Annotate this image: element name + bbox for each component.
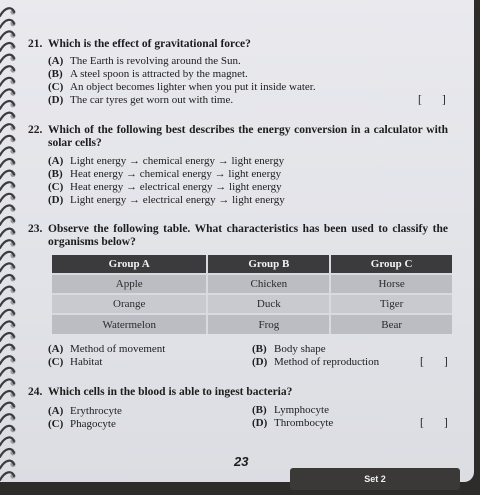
option-letter: (B) (48, 168, 63, 180)
question-number: 22. (28, 124, 43, 136)
option-letter: (C) (48, 181, 64, 193)
option-text: Erythrocyte (70, 405, 122, 417)
page-content (28, 0, 452, 482)
option-text: Method of reproduction (274, 356, 380, 368)
option-text: Light energy → chemical energy → light energy (70, 155, 285, 167)
option-23a[interactable] (48, 343, 165, 356)
option-letter: (A) (48, 55, 64, 67)
option-22c[interactable] (48, 181, 282, 194)
set-tab: Set 2 (290, 468, 460, 490)
option-21d[interactable] (48, 94, 233, 107)
table-cell: Bear (330, 314, 452, 334)
option-letter: (A) (48, 343, 64, 355)
question-text (28, 386, 448, 399)
question-text (28, 124, 448, 150)
option-letter: (D) (48, 194, 64, 206)
option-text: Phagocyte (70, 418, 116, 430)
option-text: The car tyres get worn out with time. (70, 94, 234, 106)
table-cell: Watermelon (52, 314, 207, 334)
option-23b[interactable] (252, 343, 326, 356)
question-number: 21. (28, 38, 43, 50)
answer-bracket-24[interactable]: [ ] (420, 417, 448, 429)
table-row (52, 294, 452, 314)
option-text: Method of movement (70, 343, 166, 355)
option-letter: (D) (252, 356, 268, 368)
table-header-row (52, 255, 452, 274)
option-text: Light energy → electrical energy → light energy (70, 194, 285, 206)
spiral-binding (0, 0, 24, 482)
table-header-cell: Group C (330, 255, 452, 274)
table-row (52, 274, 452, 294)
option-letter: (A) (48, 155, 64, 167)
table-header-cell: Group A (52, 255, 207, 274)
option-text: Body shape (274, 343, 326, 355)
option-text: Thrombocyte (274, 417, 334, 429)
option-text: Heat energy → chemical energy → light energy (70, 168, 282, 180)
option-23d[interactable] (252, 356, 379, 369)
option-letter: (B) (48, 68, 63, 80)
option-letter: (C) (48, 81, 64, 93)
option-text: Heat energy → electrical energy → light energy (70, 181, 282, 193)
option-22b[interactable] (48, 168, 281, 181)
option-22d[interactable] (48, 194, 285, 207)
question-body: Which is the effect of gravitational force? (48, 38, 251, 50)
option-text: The Earth is revolving around the Sun. (70, 55, 241, 67)
option-letter: (C) (48, 356, 64, 368)
table-cell: Chicken (207, 274, 330, 294)
question-21 (28, 38, 448, 51)
option-text: An object becomes lighter when you put it inside water. (70, 81, 316, 93)
option-21c[interactable] (48, 81, 316, 94)
question-22 (28, 124, 448, 150)
answer-bracket-23[interactable]: [ ] (420, 356, 448, 368)
option-letter: (A) (48, 405, 64, 417)
table-cell: Tiger (330, 294, 452, 314)
question-24 (28, 386, 448, 399)
option-text: Lymphocyte (274, 404, 329, 416)
option-text: Habitat (70, 356, 103, 368)
question-number: 24. (28, 386, 43, 398)
question-23 (28, 223, 448, 249)
table-cell: Horse (330, 274, 452, 294)
question-body: Which cells in the blood is able to ingest bacteria? (48, 386, 293, 398)
table-cell: Duck (207, 294, 330, 314)
table-cell: Orange (52, 294, 207, 314)
option-text: A steel spoon is attracted by the magnet. (70, 68, 248, 80)
option-23c[interactable] (48, 356, 102, 369)
question-text (28, 223, 448, 249)
option-24a[interactable] (48, 405, 122, 418)
table-row (52, 314, 452, 334)
option-24c[interactable] (48, 418, 116, 431)
classification-table (52, 255, 452, 334)
question-body: Observe the following table. What characteristics has been used to classify the organisms below? (48, 223, 448, 248)
table-header-cell: Group B (207, 255, 330, 274)
question-text (28, 38, 448, 51)
page-number: 23 (234, 454, 249, 469)
option-letter: (D) (48, 94, 64, 106)
table-cell: Apple (52, 274, 207, 294)
option-24b[interactable] (252, 404, 329, 417)
question-body: Which of the following best describes the energy conversion in a calculator with solar cells? (48, 124, 448, 149)
option-letter: (B) (252, 343, 267, 355)
question-number: 23. (28, 223, 43, 235)
option-letter: (C) (48, 418, 64, 430)
option-22a[interactable] (48, 155, 284, 168)
option-21a[interactable] (48, 55, 241, 68)
option-24d[interactable] (252, 417, 333, 430)
option-letter: (B) (252, 404, 267, 416)
table-cell: Frog (207, 314, 330, 334)
option-21b[interactable] (48, 68, 248, 81)
answer-bracket-21[interactable]: [ ] (418, 94, 446, 106)
option-letter: (D) (252, 417, 268, 429)
